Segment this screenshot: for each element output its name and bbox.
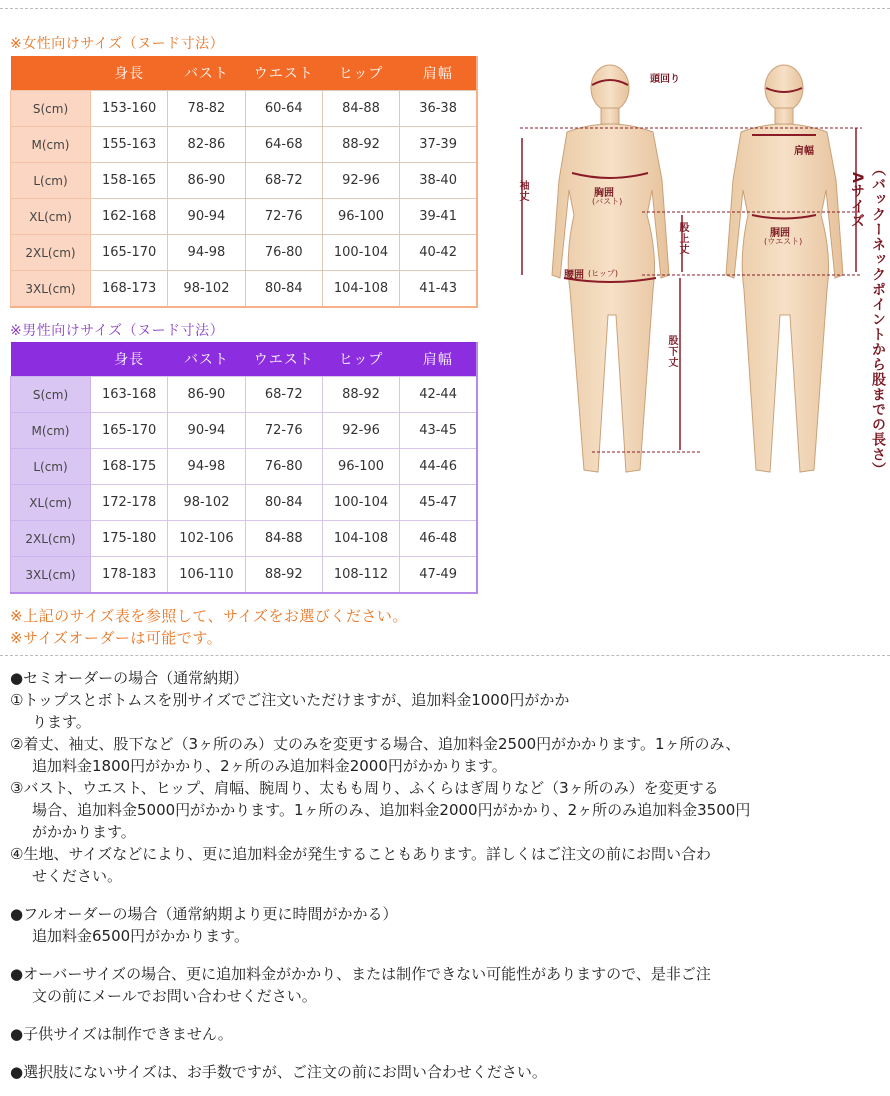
table-cell: 44-46 bbox=[400, 449, 477, 485]
table-cell: 39-41 bbox=[400, 199, 477, 235]
table-cell: 94-98 bbox=[168, 235, 245, 271]
chest-label: 胸囲 bbox=[594, 188, 614, 199]
size-label: L(cm) bbox=[11, 449, 91, 485]
table-cell: 165-170 bbox=[91, 235, 168, 271]
table-cell: 60-64 bbox=[245, 91, 322, 127]
size-label: 3XL(cm) bbox=[11, 557, 91, 594]
a-size-note: （バックーネックポイントから股までの長さ） bbox=[870, 162, 886, 477]
table-cell: 76-80 bbox=[245, 449, 322, 485]
table-row bbox=[11, 449, 478, 485]
size-label: 3XL(cm) bbox=[11, 271, 91, 308]
table-cell: 80-84 bbox=[245, 271, 322, 308]
men-size-title: ※男性向けサイズ（ヌード寸法） bbox=[10, 323, 225, 339]
table-cell: 158-165 bbox=[91, 163, 168, 199]
table-cell: 104-108 bbox=[322, 521, 399, 557]
size-label: M(cm) bbox=[11, 413, 91, 449]
header-cell bbox=[11, 56, 91, 91]
hip-sub-label: (ヒップ) bbox=[588, 269, 619, 278]
semi-order-title: ●セミオーダーの場合（通常納期） bbox=[10, 669, 249, 687]
mid-divider bbox=[0, 655, 890, 656]
size-label: S(cm) bbox=[11, 91, 91, 127]
table-cell: 168-175 bbox=[91, 449, 168, 485]
table-cell: 84-88 bbox=[322, 91, 399, 127]
chest-sub-label: (バスト) bbox=[592, 197, 623, 206]
oversize-note-cont: 文の前にメールでお問い合わせください。 bbox=[32, 987, 317, 1005]
table-row bbox=[11, 413, 478, 449]
header-cell: バスト bbox=[168, 342, 245, 377]
table-cell: 96-100 bbox=[322, 449, 399, 485]
table-header-row bbox=[11, 342, 478, 377]
table-row bbox=[11, 557, 478, 594]
rise-label: 股上丈 bbox=[677, 222, 688, 255]
sleeve-label: 袖丈 bbox=[517, 180, 528, 202]
table-cell: 76-80 bbox=[245, 235, 322, 271]
full-order-title: ●フルオーダーの場合（通常納期より更に時間がかかる） bbox=[10, 905, 398, 923]
table-row bbox=[11, 485, 478, 521]
table-cell: 86-90 bbox=[168, 377, 245, 413]
semi-order-item-2: ②着丈、袖丈、股下など（3ヶ所のみ）丈のみを変更する場合、追加料金2500円がかかります。1ヶ所のみ、 bbox=[10, 735, 741, 753]
table-cell: 43-45 bbox=[400, 413, 477, 449]
waist-sub-label: (ウエスト) bbox=[764, 237, 803, 246]
size-label: M(cm) bbox=[11, 127, 91, 163]
table-cell: 90-94 bbox=[168, 413, 245, 449]
semi-order-item-2-cont: 追加料金1800円がかかり、2ヶ所のみ追加料金2000円がかかります。 bbox=[32, 757, 507, 775]
size-label: 2XL(cm) bbox=[11, 235, 91, 271]
table-cell: 178-183 bbox=[91, 557, 168, 594]
men-size-table bbox=[10, 342, 478, 594]
table-row bbox=[11, 271, 478, 308]
table-cell: 80-84 bbox=[245, 485, 322, 521]
table-cell: 153-160 bbox=[91, 91, 168, 127]
size-note-2: ※サイズオーダーは可能です。 bbox=[10, 629, 223, 647]
table-header-row bbox=[11, 56, 478, 91]
table-cell: 92-96 bbox=[322, 413, 399, 449]
header-cell: ヒップ bbox=[322, 56, 399, 91]
table-cell: 47-49 bbox=[400, 557, 477, 594]
table-cell: 68-72 bbox=[245, 163, 322, 199]
table-cell: 92-96 bbox=[322, 163, 399, 199]
table-row bbox=[11, 521, 478, 557]
table-cell: 72-76 bbox=[245, 413, 322, 449]
table-cell: 94-98 bbox=[168, 449, 245, 485]
table-cell: 172-178 bbox=[91, 485, 168, 521]
shoulder-label: 肩幅 bbox=[794, 146, 814, 157]
table-cell: 64-68 bbox=[245, 127, 322, 163]
header-cell: 肩幅 bbox=[400, 56, 477, 91]
table-cell: 37-39 bbox=[400, 127, 477, 163]
header-cell: ウエスト bbox=[245, 342, 322, 377]
head-label: 頭回り bbox=[650, 74, 680, 85]
table-cell: 46-48 bbox=[400, 521, 477, 557]
hip-label: 腰囲 bbox=[564, 270, 584, 281]
body-measurement-figure bbox=[512, 50, 890, 500]
table-row bbox=[11, 235, 478, 271]
size-label: 2XL(cm) bbox=[11, 521, 91, 557]
header-cell: ウエスト bbox=[245, 56, 322, 91]
waist-label: 胴囲 bbox=[770, 228, 790, 239]
table-cell: 106-110 bbox=[168, 557, 245, 594]
table-cell: 68-72 bbox=[245, 377, 322, 413]
header-cell: ヒップ bbox=[322, 342, 399, 377]
table-cell: 162-168 bbox=[91, 199, 168, 235]
header-cell: 肩幅 bbox=[400, 342, 477, 377]
top-divider bbox=[0, 8, 890, 9]
size-note-1: ※上記のサイズ表を参照して、サイズをお選びください。 bbox=[10, 607, 408, 625]
table-cell: 168-173 bbox=[91, 271, 168, 308]
size-label: L(cm) bbox=[11, 163, 91, 199]
table-cell: 155-163 bbox=[91, 127, 168, 163]
table-cell: 78-82 bbox=[168, 91, 245, 127]
women-size-table bbox=[10, 56, 478, 308]
semi-order-item-3: ③バスト、ウエスト、ヒップ、肩幅、腕周り、太もも周り、ふくらはぎ周りなど（3ヶ所のみ）を変更する bbox=[10, 779, 719, 797]
inseam-label: 股下丈 bbox=[666, 335, 677, 368]
semi-order-item-3-cont: 場合、追加料金5000円がかかります。1ヶ所のみ、追加料金2000円がかかり、2ヶ所のみ追加料金3500円 bbox=[32, 801, 751, 819]
oversize-note: ●オーバーサイズの場合、更に追加料金がかかり、または制作できない可能性がありますので、是非ご注 bbox=[10, 965, 711, 983]
table-cell: 165-170 bbox=[91, 413, 168, 449]
size-label: S(cm) bbox=[11, 377, 91, 413]
table-cell: 86-90 bbox=[168, 163, 245, 199]
order-info bbox=[10, 667, 880, 1083]
table-cell: 98-102 bbox=[168, 485, 245, 521]
table-cell: 88-92 bbox=[322, 127, 399, 163]
table-cell: 100-104 bbox=[322, 235, 399, 271]
semi-order-item-4-cont: せください。 bbox=[32, 867, 123, 885]
semi-order-item-1-cont: ります。 bbox=[32, 713, 91, 731]
semi-order-item-4: ④生地、サイズなどにより、更に追加料金が発生することもあります。詳しくはご注文の前にお問い合わ bbox=[10, 845, 712, 863]
women-size-title: ※女性向けサイズ（ヌード寸法） bbox=[10, 36, 225, 52]
table-cell: 102-106 bbox=[168, 521, 245, 557]
table-cell: 82-86 bbox=[168, 127, 245, 163]
table-cell: 104-108 bbox=[322, 271, 399, 308]
table-cell: 100-104 bbox=[322, 485, 399, 521]
table-cell: 108-112 bbox=[322, 557, 399, 594]
other-size-note: ●選択肢にないサイズは、お手数ですが、ご注文の前にお問い合わせください。 bbox=[10, 1063, 547, 1081]
table-cell: 38-40 bbox=[400, 163, 477, 199]
table-cell: 88-92 bbox=[245, 557, 322, 594]
table-row bbox=[11, 91, 478, 127]
table-cell: 84-88 bbox=[245, 521, 322, 557]
table-row bbox=[11, 199, 478, 235]
table-cell: 72-76 bbox=[245, 199, 322, 235]
child-size-note: ●子供サイズは制作できません。 bbox=[10, 1025, 233, 1043]
semi-order-item-3-cont2: がかかります。 bbox=[32, 823, 136, 841]
header-cell bbox=[11, 342, 91, 377]
header-cell: 身長 bbox=[91, 56, 168, 91]
table-row bbox=[11, 163, 478, 199]
table-cell: 96-100 bbox=[322, 199, 399, 235]
table-cell: 42-44 bbox=[400, 377, 477, 413]
a-size-label: Aサイズ bbox=[849, 172, 865, 229]
table-cell: 175-180 bbox=[91, 521, 168, 557]
table-cell: 98-102 bbox=[168, 271, 245, 308]
table-row bbox=[11, 377, 478, 413]
header-cell: バスト bbox=[168, 56, 245, 91]
table-cell: 163-168 bbox=[91, 377, 168, 413]
table-cell: 41-43 bbox=[400, 271, 477, 308]
size-label: XL(cm) bbox=[11, 485, 91, 521]
table-cell: 40-42 bbox=[400, 235, 477, 271]
header-cell: 身長 bbox=[91, 342, 168, 377]
table-cell: 36-38 bbox=[400, 91, 477, 127]
table-cell: 90-94 bbox=[168, 199, 245, 235]
table-cell: 45-47 bbox=[400, 485, 477, 521]
semi-order-item-1: ①トップスとボトムスを別サイズでご注文いただけますが、追加料金1000円がかか bbox=[10, 691, 570, 709]
table-cell: 88-92 bbox=[322, 377, 399, 413]
table-row bbox=[11, 127, 478, 163]
size-label: XL(cm) bbox=[11, 199, 91, 235]
full-order-item: 追加料金6500円がかかります。 bbox=[32, 927, 249, 945]
